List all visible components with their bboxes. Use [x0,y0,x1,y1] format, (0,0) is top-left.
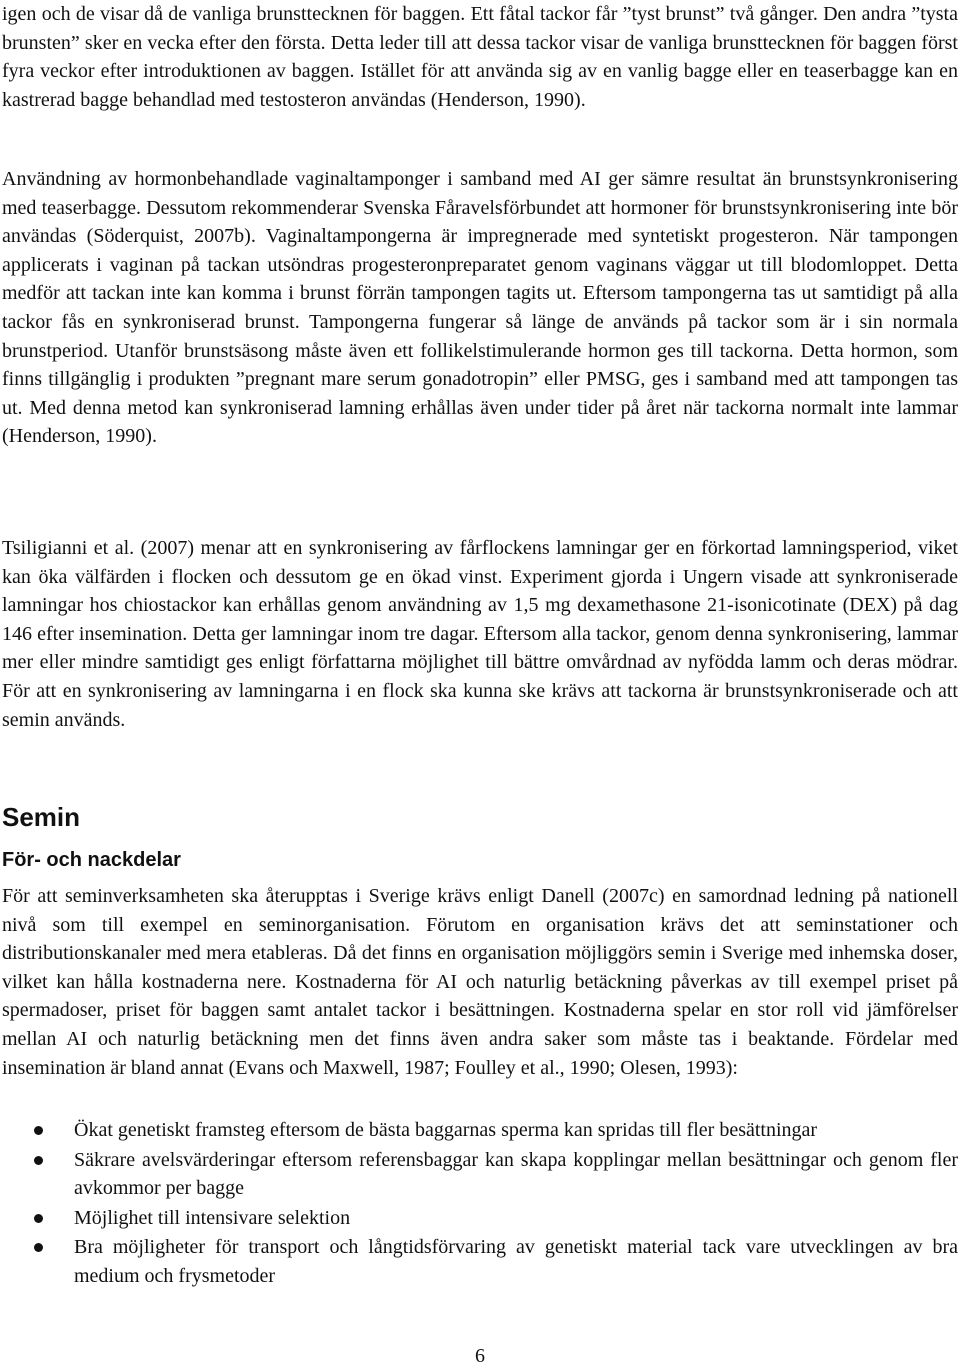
paragraph-teaser-ram: igen och de visar då de vanliga brunsttecknen för baggen. Ett fåtal tackor får ”tyst brunst” två gånger. Den andra ”tysta brunsten” sker en vecka efter den första. Detta leder till att dessa tackor visar de vanliga brunsttecknen för baggen först fyra veckor efter introduktionen av baggen. Istället för att använda sig av en vanlig bagge eller en teaserbagge kan en kastrerad bagge behandlad med testosteron användas (Henderson, 1990). [2,3,958,111]
subsection-heading: För- och nackdelar [2,849,181,871]
paragraph-vaginal-tampons: Användning av hormonbehandlade vaginaltamponger i samband med AI ger sämre resultat än brunstsynkronisering med teaserbagge. Dessutom rekommenderar Svenska Fåravelsförbundet att hormoner för brunstsynkronisering inte bör användas (Söderquist, 2007b). Vaginaltampongerna är impregnerade med syntetiskt progesteron. När tampongen applicerats i vaginan på tackan utsöndras progesteronpreparatet genom vaginans väggar ut till blodomloppet. Detta medför att tackan inte kan komma i brunst förrän tampongen tagits ut. Eftersom tampongerna tas ut samtidigt på alla tackor fås en synkroniserad brunst. Tampongerna fungerar så länge de används på tackor som är i sin normala brunstperiod. Utanför brunstsäsong måste även ett follikelstimulerande hormon ges till tackorna. Detta hormon, som finns tillgänglig i produkten ”pregnant mare serum gonadotropin” eller PMSG, ges i samband med att tampongen tas ut. Med denna metod kan synkroniserad lamning erhållas även under tider på året när tackorna normalt inte lammar (Henderson, 1990). [2,168,958,448]
list-item-text: Ökat genetiskt framsteg eftersom de bästa baggarnas sperma kan spridas till fler besättningar [74,1119,818,1141]
bullet-icon [34,1243,43,1252]
bullet-icon [34,1214,43,1223]
list-item [0,1233,960,1290]
advantages-list [0,1116,960,1292]
bullet-icon [34,1156,43,1165]
list-item [0,1146,960,1203]
list-item [0,1116,960,1145]
list-item [0,1204,960,1233]
bullet-icon [34,1126,43,1135]
page-number: 6 [475,1345,485,1367]
section-heading: Semin [2,802,81,832]
list-item-text: Säkrare avelsvärderingar eftersom referensbaggar kan skapa kopplingar mellan besättningar och genom fler avkommor per bagge [74,1148,958,1200]
paragraph-semin-organisation: För att seminverksamheten ska återupptas i Sverige krävs enligt Danell (2007c) en samordnad ledning på nationell nivå som till exempel en seminorganisation. Förutom en organisation krävs det att seminstationer och distributionskanaler med mera etableras. Då det finns en organisation möjliggörs semin i Sverige med inhemska doser, vilket kan hålla kostnaderna nere. Kostnaderna för AI och naturlig betäckning påverkas av till exempel priset på spermadoser, priset för baggen samt antalet tackor i besättningen. Kostnaderna spelar en stor roll vid jämförelser mellan AI och naturlig betäckning men det finns även andra saker som måste tas i beaktande. Fördelar med insemination är bland annat (Evans och Maxwell, 1987; Foulley et al., 1990; Olesen, 1993): [2,885,958,1079]
list-item-text: Möjlighet till intensivare selektion [74,1206,351,1229]
list-item-text: Bra möjligheter för transport och långtidsförvaring av genetiskt material tack vare utvecklingen av bra medium och frysmetoder [74,1236,958,1287]
paragraph-lambing-synchronisation: Tsiligianni et al. (2007) menar att en synkronisering av fårflockens lamningar ger en förkortad lamningsperiod, viket kan öka välfärden i flocken och dessutom ge en ökad vinst. Experiment gjorda i Ungern visade att synkroniserade lamningar hos chiostackor kan erhållas genom användning av 1,5 mg dexamethasone 21-isonicotinate (DEX) på dag 146 efter insemination. Detta ger lamningar inom tre dagar. Eftersom alla tackor, genom denna synkronisering, lammar mer eller mindre samtidigt ges enligt författarna möjlighet till bättre omvårdnad av nyfödda lamm och deras mödrar. För att en synkronisering av lamningarna i en flock ska kunna ske krävs att tackorna är brunstsynkroniserade och att semin används. [2,537,958,731]
